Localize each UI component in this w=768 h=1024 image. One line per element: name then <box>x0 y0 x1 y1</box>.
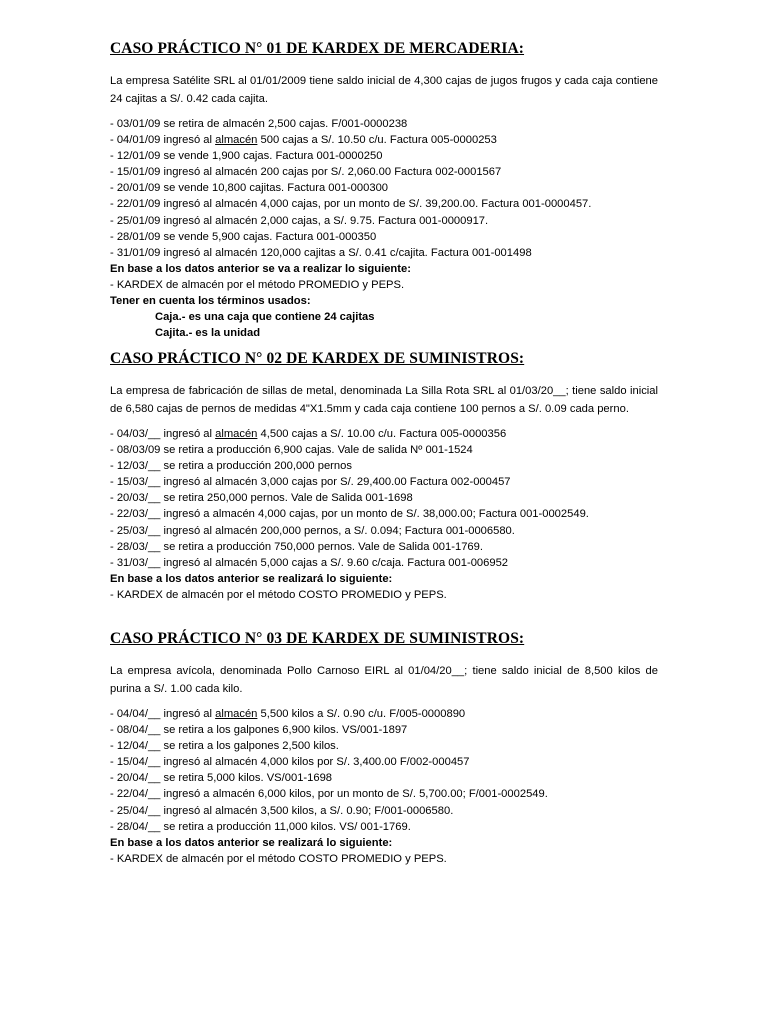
case-1-title: CASO PRÁCTICO N° 01 DE KARDEX DE MERCADERIA: <box>110 40 525 57</box>
transaction-line: - 08/04/__ se retira a los galpones 6,900 kilos. VS/001-1897 <box>110 724 408 737</box>
case-1-term-caja: Caja.- es una caja que contiene 24 cajitas <box>155 311 375 324</box>
transaction-line: - 25/03/__ ingresó al almacén 200,000 pernos, a S/. 0.094; Factura 001-0006580. <box>110 524 515 537</box>
transaction-line: - 03/01/09 se retira de almacén 2,500 cajas. F/001-0000238 <box>110 118 408 130</box>
transaction-line: - 28/01/09 se vende 5,900 cajas. Factura 001-000350 <box>110 230 377 243</box>
transaction-line <box>110 132 658 148</box>
case-1-terms-heading: Tener en cuenta los términos usados: <box>110 295 311 308</box>
transaction-text-end: 5,500 kilos a S/. 0.90 c/u. F/005-0000890 <box>257 708 466 720</box>
case-2-transactions <box>110 426 658 571</box>
case-1-intro: La empresa Satélite SRL al 01/01/2009 tiene saldo inicial de 4,300 cajas de jugos frugos y cada caja contiene 24 cajitas a S/. 0.42 cada cajita. <box>110 75 658 105</box>
transaction-line: - 22/04/__ ingresó a almacén 6,000 kilos, por un monto de S/. 5,700.00; F/001-0002549. <box>110 788 548 801</box>
transaction-line: - 12/01/09 se vende 1,900 cajas. Factura 001-0000250 <box>110 150 383 163</box>
transaction-line: - 25/01/09 ingresó al almacén 2,000 cajas, a S/. 9.75. Factura 001-0000917. <box>110 214 489 227</box>
transaction-text-end: 4,500 cajas a S/. 10.00 c/u. Factura 005-0000356 <box>257 428 507 440</box>
transaction-line: - 31/01/09 ingresó al almacén 120,000 cajitas a S/. 0.41 c/cajita. Factura 001-001498 <box>110 246 532 259</box>
transaction-text-start: - 04/04/__ ingresó al <box>110 708 216 720</box>
transaction-line: - 08/03/09 se retira a producción 6,900 cajas. Vale de salida Nº 001-1524 <box>110 444 473 457</box>
transaction-text-end: 500 cajas a S/. 10.50 c/u. Factura 005-0000253 <box>257 134 497 147</box>
case-3-title: CASO PRÁCTICO N° 03 DE KARDEX DE SUMINISTROS: <box>110 630 525 647</box>
transaction-line <box>110 426 658 442</box>
transaction-line: - 20/04/__ se retira 5,000 kilos. VS/001-1698 <box>110 772 333 785</box>
transaction-line: - 15/01/09 ingresó al almacén 200 cajas por S/. 2,060.00 Factura 002-0001567 <box>110 166 502 179</box>
case-1-task-heading: En base a los datos anterior se va a realizar lo siguiente: <box>110 262 411 275</box>
transaction-line: - 12/03/__ se retira a producción 200,000 pernos <box>110 460 352 473</box>
transaction-line: - 25/04/__ ingresó al almacén 3,500 kilos, a S/. 0.90; F/001-0006580. <box>110 804 454 817</box>
case-1-transactions <box>110 116 658 261</box>
case-2-task-item: - KARDEX de almacén por el método COSTO PROMEDIO y PEPS. <box>110 588 447 601</box>
transaction-line <box>110 706 658 722</box>
case-2-intro: La empresa de fabricación de sillas de metal, denominada La Silla Rota SRL al 01/03/20__; tiene saldo inicial de 6,580 cajas de pernos de medidas 4"X1.5mm y cada caja contiene 100 pernos a S/. 0.09 cada perno. <box>110 385 658 415</box>
transaction-line: - 22/01/09 ingresó al almacén 4,000 cajas, por un monto de S/. 39,200.00. Factura 001-0000457. <box>110 198 592 211</box>
case-3-intro: La empresa avícola, denominada Pollo Carnoso EIRL al 01/04/20__; tiene saldo inicial de 8,500 kilos de purina a S/. 1.00 cada kilo. <box>110 665 658 695</box>
transaction-line: - 20/01/09 se vende 10,800 cajitas. Factura 001-000300 <box>110 182 389 195</box>
underlined-word: almacén <box>215 708 258 720</box>
transaction-line: - 28/04/__ se retira a producción 11,000 kilos. VS/ 001-1769. <box>110 820 411 833</box>
case-3-transactions <box>110 706 658 835</box>
case-2-title: CASO PRÁCTICO N° 02 DE KARDEX DE SUMINISTROS: <box>110 350 525 367</box>
case-3-task-item: - KARDEX de almacén por el método COSTO PROMEDIO y PEPS. <box>110 852 447 865</box>
underlined-word: almacén <box>215 428 258 440</box>
case-2-task-heading: En base a los datos anterior se realizará lo siguiente: <box>110 572 393 585</box>
case-1 <box>110 40 658 341</box>
transaction-line: - 12/04/__ se retira a los galpones 2,500 kilos. <box>110 740 339 753</box>
case-3 <box>110 630 658 867</box>
case-1-task-item: - KARDEX de almacén por el método PROMEDIO y PEPS. <box>110 278 405 291</box>
transaction-text-start: - 04/01/09 ingresó al <box>110 134 216 147</box>
transaction-line: - 15/03/__ ingresó al almacén 3,000 cajas por S/. 29,400.00 Factura 002-000457 <box>110 476 511 489</box>
underlined-word: almacén <box>215 134 258 147</box>
case-2 <box>110 350 658 603</box>
transaction-line: - 31/03/__ ingresó al almacén 5,000 cajas a S/. 9.60 c/caja. Factura 001-006952 <box>110 556 509 569</box>
transaction-line: - 22/03/__ ingresó a almacén 4,000 cajas, por un monto de S/. 38,000.00; Factura 001-0002549. <box>110 508 589 521</box>
transaction-line: - 20/03/__ se retira 250,000 pernos. Vale de Salida 001-1698 <box>110 492 413 505</box>
case-3-task-heading: En base a los datos anterior se realizará lo siguiente: <box>110 836 393 849</box>
transaction-text-start: - 04/03/__ ingresó al <box>110 428 216 440</box>
transaction-line: - 28/03/__ se retira a producción 750,000 pernos. Vale de Salida 001-1769. <box>110 540 483 553</box>
transaction-line: - 15/04/__ ingresó al almacén 4,000 kilos por S/. 3,400.00 F/002-000457 <box>110 756 470 769</box>
case-1-term-cajita: Cajita.- es la unidad <box>155 327 261 340</box>
